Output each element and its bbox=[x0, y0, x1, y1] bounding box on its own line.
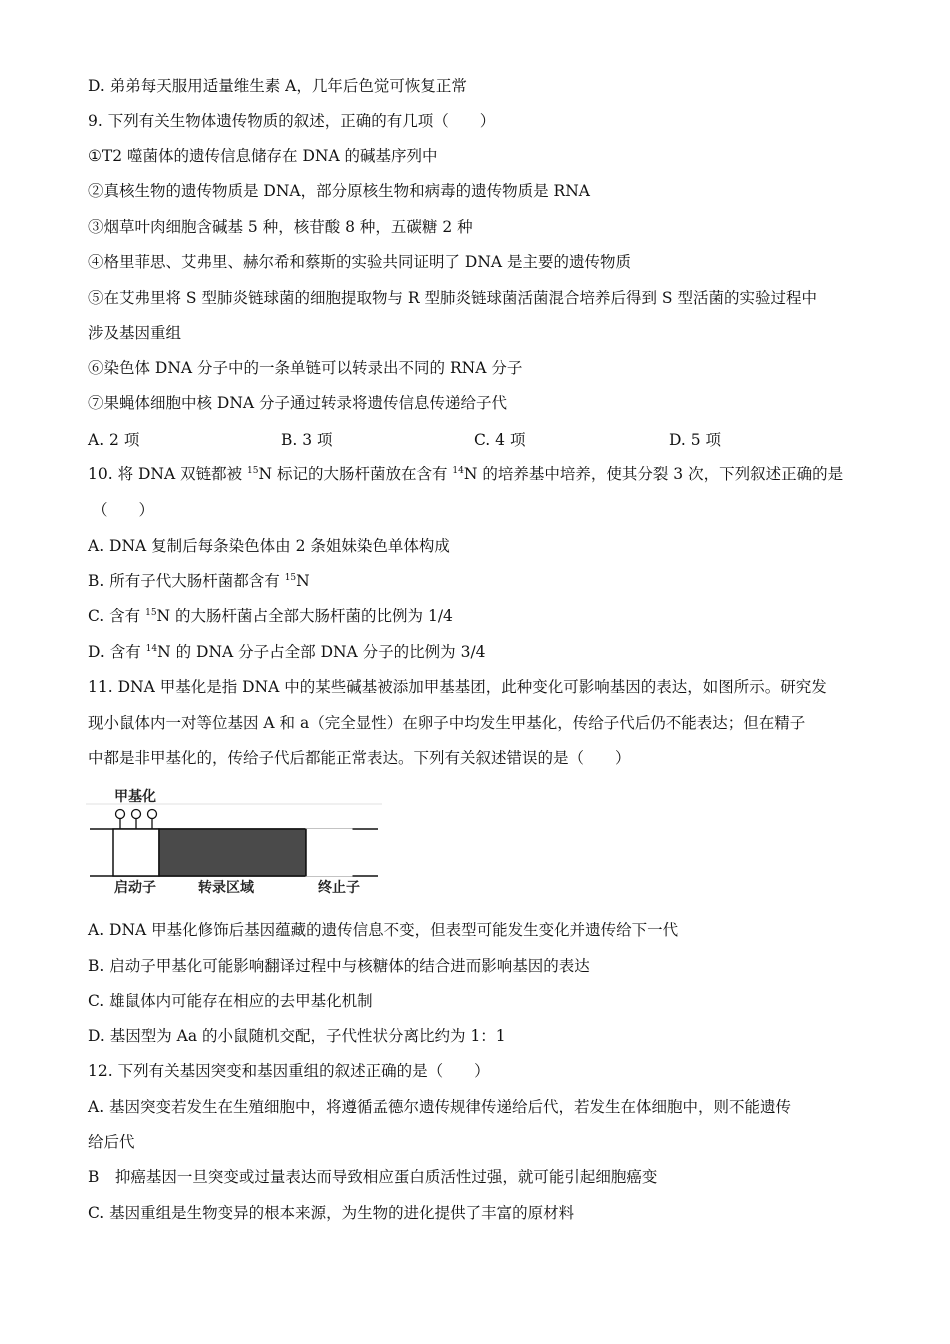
q10-option-c-rest: N 的大肠杆菌占全部大肠杆菌的比例为 1/4 bbox=[156, 607, 453, 625]
q10-option-b bbox=[88, 571, 310, 591]
q10-option-d-rest: N 的 DNA 分子占全部 DNA 分子的比例为 3/4 bbox=[157, 643, 486, 661]
q11-option-c: C. 雄鼠体内可能存在相应的去甲基化机制 bbox=[88, 992, 373, 1010]
q9-stem: 9. 下列有关生物体遗传物质的叙述，正确的有几项（ ） bbox=[88, 112, 496, 130]
q10-option-d-text: D. 含有 bbox=[88, 643, 146, 661]
transcription-region-label: 转录区域 bbox=[198, 880, 254, 896]
terminator-gap bbox=[306, 829, 352, 876]
q8-option-d: D. 弟弟每天服用适量维生素 A，几年后色觉可恢复正常 bbox=[88, 77, 467, 95]
promoter-box bbox=[113, 829, 159, 876]
q10-option-c-text: C. 含有 bbox=[88, 607, 146, 625]
q9-option-d: D. 5 项 bbox=[669, 431, 722, 449]
q9-item-2: ②真核生物的遗传物质是 DNA，部分原核生物和病毒的遗传物质是 RNA bbox=[88, 182, 590, 200]
transcription-region-box bbox=[159, 829, 306, 876]
q10-stem bbox=[88, 464, 843, 484]
methyl-group-1 bbox=[116, 810, 125, 819]
q10-option-c-sup: 15 bbox=[145, 608, 157, 618]
q9-item-7: ⑦果蝇体细胞中核 DNA 分子通过转录将遗传信息传递给子代 bbox=[88, 394, 508, 412]
q12-stem: 12. 下列有关基因突变和基因重组的叙述正确的是（ ） bbox=[88, 1062, 490, 1080]
terminator-label: 终止子 bbox=[318, 880, 360, 896]
q11-option-b: B. 启动子甲基化可能影响翻译过程中与核糖体的结合进而影响基因的表达 bbox=[88, 957, 590, 975]
q9-item-4: ④格里菲思、艾弗里、赫尔希和蔡斯的实验共同证明了 DNA 是主要的遗传物质 bbox=[88, 253, 632, 271]
q9-item-5-cont: 涉及基因重组 bbox=[88, 324, 182, 342]
q10-sup-14: 14 bbox=[452, 466, 464, 476]
q9-options bbox=[88, 428, 888, 448]
q12-option-c: C. 基因重组是生物变异的根本来源，为生物的进化提供了丰富的原材料 bbox=[88, 1204, 575, 1222]
q11-option-d: D. 基因型为 Aa 的小鼠随机交配，子代性状分离比约为 1：1 bbox=[88, 1027, 506, 1045]
methyl-group-pins bbox=[116, 810, 157, 830]
q11-stem-line-1: 11. DNA 甲基化是指 DNA 中的某些碱基被添加甲基基团，此种变化可影响基因的表达，如图所示。研究发 bbox=[88, 678, 827, 696]
q10-option-b-text: B. 所有子代大肠杆菌都含有 bbox=[88, 572, 285, 590]
q9-option-a: A. 2 项 bbox=[88, 431, 140, 449]
q10-option-d bbox=[88, 642, 486, 662]
q12-option-b: B 抑癌基因一旦突变或过量表达而导致相应蛋白质活性过强，就可能引起细胞癌变 bbox=[88, 1168, 658, 1186]
q9-item-6: ⑥染色体 DNA 分子中的一条单链可以转录出不同的 RNA 分子 bbox=[88, 359, 523, 377]
q9-item-5: ⑤在艾弗里将 S 型肺炎链球菌的细胞提取物与 R 型肺炎链球菌活菌混合培养后得到 S 型活菌的实验过程中 bbox=[88, 289, 817, 307]
q12-option-a: A. 基因突变若发生在生殖细胞中，将遵循孟德尔遗传规律传递给后代，若发生在体细胞中，则不能遗传 bbox=[88, 1098, 792, 1116]
q10-option-d-sup: 14 bbox=[145, 644, 158, 654]
methyl-group-2 bbox=[132, 810, 141, 819]
q9-item-3: ③烟草叶肉细胞含碱基 5 种，核苷酸 8 种，五碳糖 2 种 bbox=[88, 218, 473, 236]
q10-sup-15: 15 bbox=[247, 466, 259, 476]
q10-stem-bracket: （ ） bbox=[92, 501, 155, 519]
methyl-group-3 bbox=[148, 810, 157, 819]
q9-option-b: B. 3 项 bbox=[281, 431, 333, 449]
methylation-label: 甲基化 bbox=[114, 789, 156, 805]
dna-methylation-figure bbox=[86, 786, 386, 898]
q10-option-b-unit: N bbox=[296, 572, 310, 590]
q9-option-c: C. 4 项 bbox=[474, 431, 526, 449]
q11-stem-line-3: 中都是非甲基化的，传给子代后都能正常表达。下列有关叙述错误的是（ ） bbox=[88, 749, 631, 767]
q11-stem-line-2: 现小鼠体内一对等位基因 A 和 a（完全显性）在卵子中均发生甲基化，传给子代后仍不能表达；但在精子 bbox=[88, 714, 806, 732]
q10-stem-part3: N 的培养基中培养，使其分裂 3 次，下列叙述正确的是 bbox=[463, 465, 844, 483]
q10-stem-part1: 10. 将 DNA 双链都被 bbox=[88, 465, 248, 483]
q11-option-a: A. DNA 甲基化修饰后基因蕴藏的遗传信息不变，但表型可能发生变化并遗传给下一代 bbox=[88, 921, 679, 939]
q10-option-a: A. DNA 复制后每条染色体由 2 条姐妹染色单体构成 bbox=[88, 537, 450, 555]
q9-item-1: ①T2 噬菌体的遗传信息储存在 DNA 的碱基序列中 bbox=[88, 147, 438, 165]
q10-option-b-sup: 15 bbox=[284, 573, 297, 583]
q12-option-a-cont: 给后代 bbox=[88, 1133, 135, 1151]
q10-option-c bbox=[88, 606, 453, 626]
promoter-label: 启动子 bbox=[114, 880, 156, 896]
q10-stem-part2: N 标记的大肠杆菌放在含有 bbox=[258, 465, 453, 483]
